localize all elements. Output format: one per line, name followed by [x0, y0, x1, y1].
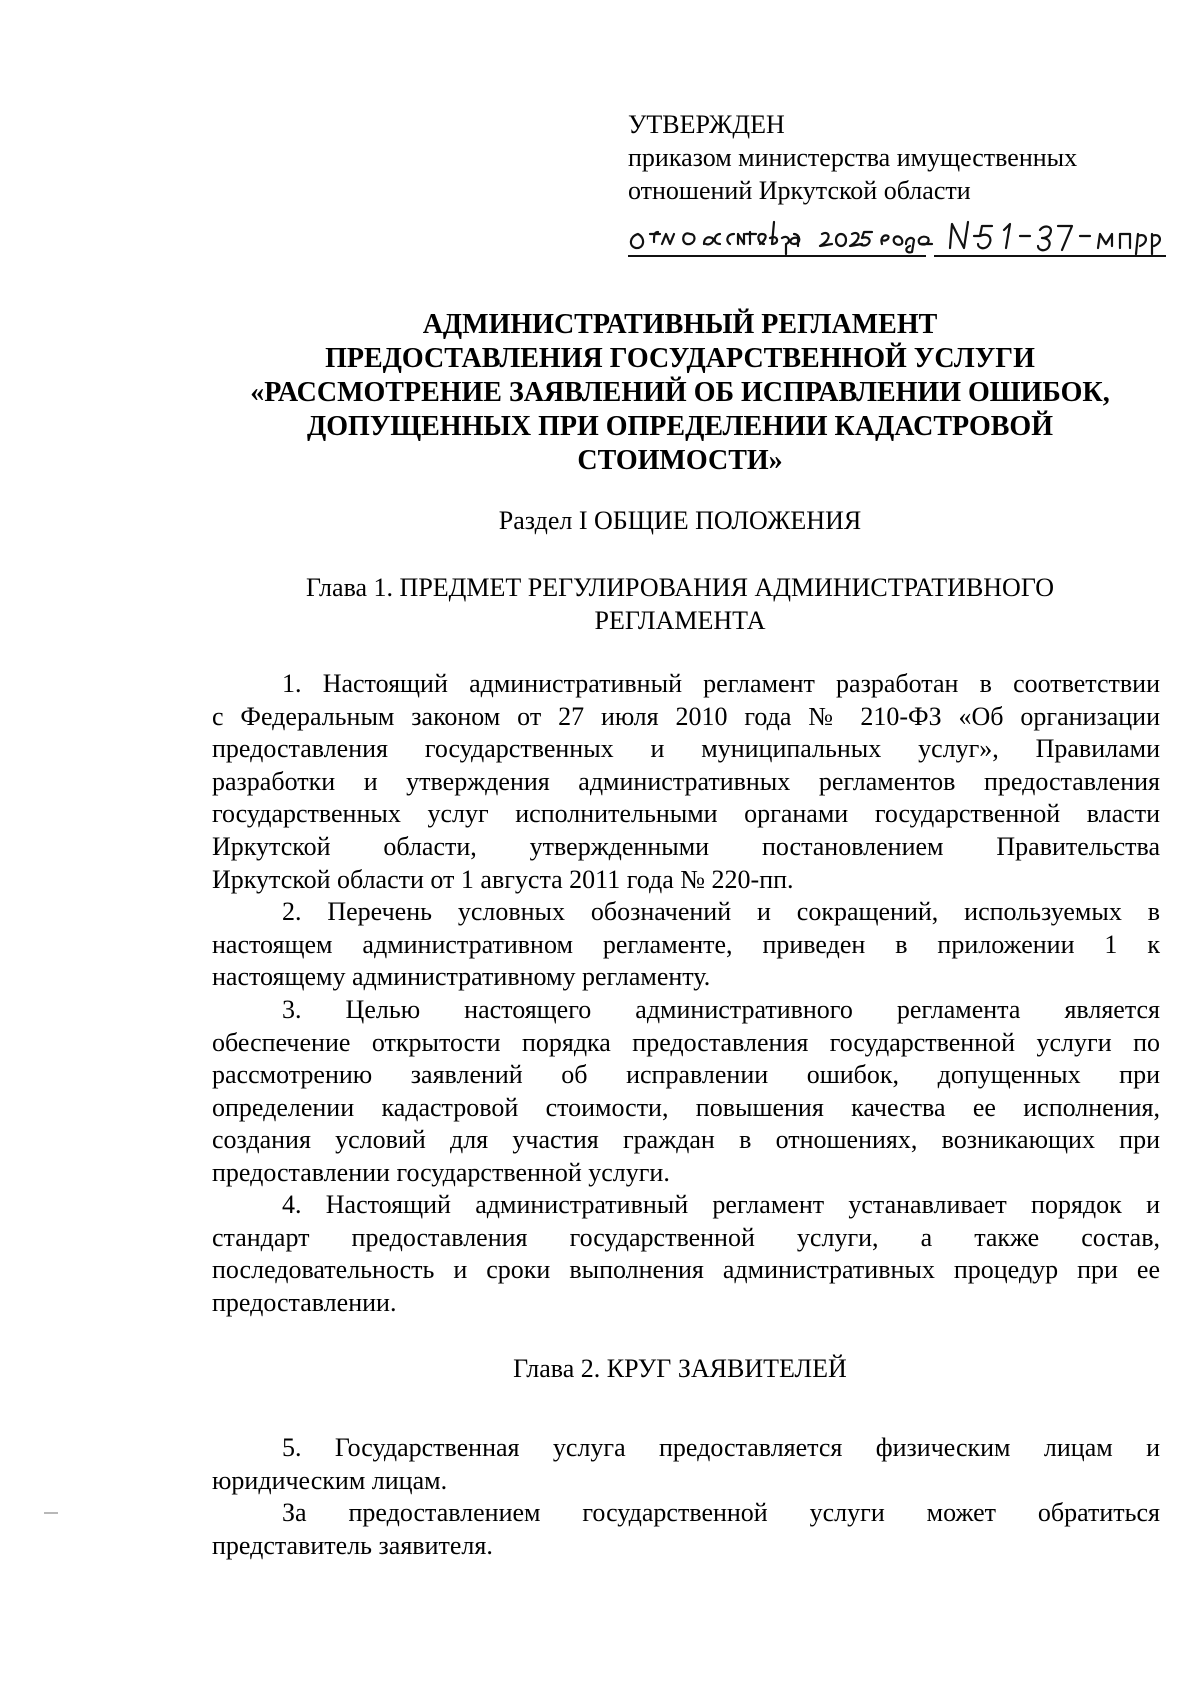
- paragraph-line: предоставлении государственной услуги.: [212, 1157, 670, 1187]
- handwritten-order-number: [626, 204, 1186, 264]
- paragraph-line: 1. Настоящий административный регламент разработан в соответствии: [282, 669, 1160, 698]
- paragraph-line: 3. Целью настоящего административного регламента является: [282, 995, 1160, 1024]
- chapter-1-line-1: Глава 1. ПРЕДМЕТ РЕГУЛИРОВАНИЯ АДМИНИСТРАТИВНОГО: [305, 573, 1054, 602]
- section-heading: [200, 504, 1160, 537]
- paragraph-line: государственных услуг исполнительными органами государственной власти: [212, 799, 1160, 829]
- paragraph-line: представитель заявителя.: [212, 1530, 493, 1560]
- paragraph-line: определении кадастровой стоимости, повышения качества ее исполнения,: [212, 1092, 1160, 1122]
- chapter-1-line-2: РЕГЛАМЕНТА: [594, 606, 766, 635]
- paragraph-5: [212, 1432, 1160, 1497]
- title-line-2: ПРЕДОСТАВЛЕНИЯ ГОСУДАРСТВЕННОЙ УСЛУГИ: [325, 343, 1035, 374]
- chapter-2-title: Глава 2. КРУГ ЗАЯВИТЕЛЕЙ: [513, 1354, 847, 1383]
- chapter-1-heading: [200, 571, 1160, 637]
- title-line-4: ДОПУЩЕННЫХ ПРИ ОПРЕДЕЛЕНИИ КАДАСТРОВОЙ: [307, 411, 1053, 442]
- paragraph-line: создания условий для участия граждан в отношениях, возникающих при: [212, 1125, 1160, 1155]
- paragraph-line: предоставлении.: [212, 1287, 397, 1317]
- paragraph-line: настоящем административном регламенте, приведен в приложении 1 к: [212, 929, 1160, 959]
- paragraph-line: 2. Перечень условных обозначений и сокращений, используемых в: [282, 897, 1160, 926]
- paragraph-line: настоящему административному регламенту.: [212, 962, 711, 992]
- paragraph-line: Иркутской области, утвержденными постановлением Правительства: [212, 831, 1160, 861]
- paragraph-6: [212, 1497, 1160, 1562]
- approval-line-2: отношений Иркутской области: [628, 176, 971, 205]
- paragraph-line: обеспечение открытости порядка предоставления государственной услуги по: [212, 1027, 1160, 1057]
- title-line-1: АДМИНИСТРАТИВНЫЙ РЕГЛАМЕНТ: [422, 309, 938, 340]
- paragraph-line: последовательность и сроки выполнения административных процедур при ее: [212, 1255, 1160, 1285]
- title-line-5: СТОИМОСТИ»: [577, 445, 783, 476]
- approval-block: [628, 108, 1168, 207]
- approval-heading: УТВЕРЖДЕН: [628, 110, 785, 139]
- paragraph-line: Иркутской области от 1 августа 2011 года № 220-пп.: [212, 864, 794, 894]
- paragraph-line: юридическим лицам.: [212, 1465, 448, 1495]
- margin-mark: [44, 1512, 58, 1514]
- paragraph-4: [212, 1189, 1160, 1319]
- paragraph-line: предоставления государственных и муниципальных услуг», Правилами: [212, 734, 1160, 764]
- paragraph-3: [212, 994, 1160, 1190]
- paragraph-line: 4. Настоящий административный регламент устанавливает порядок и: [282, 1190, 1160, 1219]
- document-title: [200, 308, 1160, 478]
- section-1-heading: Раздел I ОБЩИЕ ПОЛОЖЕНИЯ: [498, 506, 862, 535]
- paragraph-line: разработки и утверждения административных регламентов предоставления: [212, 766, 1160, 796]
- paragraph-line: с Федеральным законом от 27 июля 2010 года № 210-ФЗ «Об организации: [212, 701, 1160, 731]
- chapter-2-heading: [200, 1352, 1160, 1385]
- paragraph-line: За предоставлением государственной услуги может обратиться: [282, 1498, 1160, 1527]
- approval-line-1: приказом министерства имущественных: [628, 143, 1078, 172]
- title-line-3: «РАССМОТРЕНИЕ ЗАЯВЛЕНИЙ ОБ ИСПРАВЛЕНИИ ОШИБОК,: [250, 377, 1110, 408]
- paragraph-1: [212, 668, 1160, 896]
- paragraph-line: стандарт предоставления государственной услуги, а также состав,: [212, 1222, 1160, 1252]
- paragraph-2: [212, 896, 1160, 994]
- paragraph-line: рассмотрению заявлений об исправлении ошибок, допущенных при: [212, 1060, 1160, 1090]
- paragraph-line: 5. Государственная услуга предоставляется физическим лицам и: [282, 1433, 1160, 1462]
